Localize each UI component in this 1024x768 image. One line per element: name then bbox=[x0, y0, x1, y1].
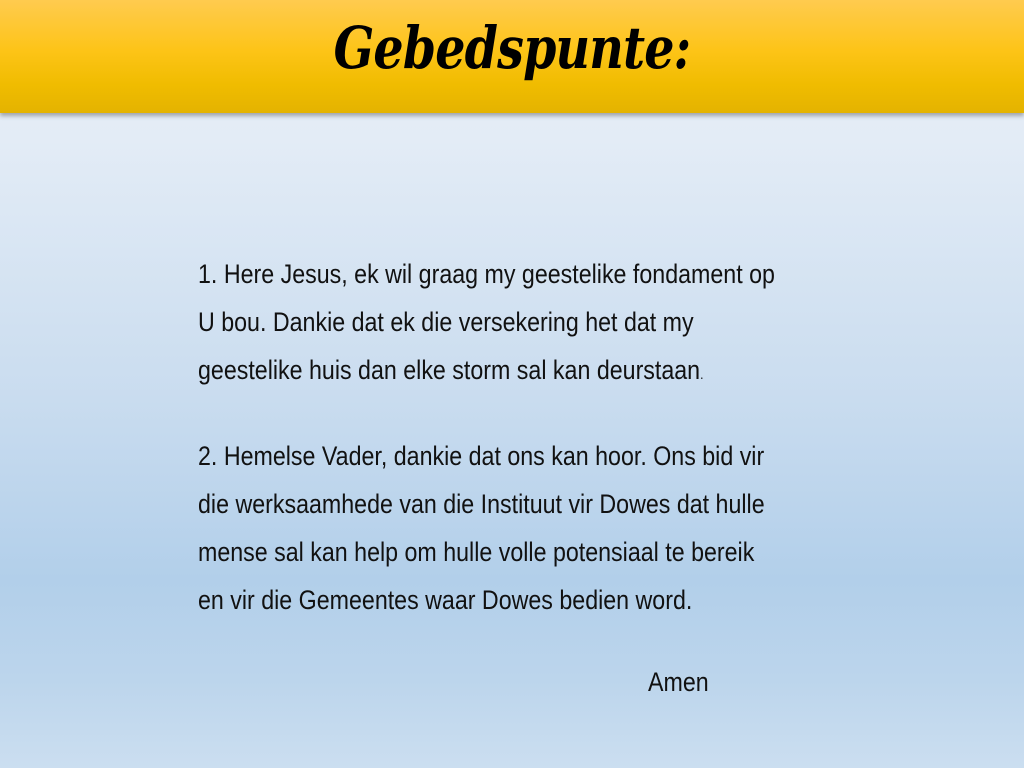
text-line: U bou. Dankie dat ek die versekering het dat my bbox=[198, 307, 694, 337]
text-line: 1. Here Jesus, ek wil graag my geestelike fondament op bbox=[198, 259, 775, 289]
small-period: . bbox=[700, 366, 704, 382]
text-line bbox=[198, 348, 775, 396]
text-line: die werksaamhede van die Instituut vir Dowes dat hulle bbox=[198, 489, 765, 519]
title-banner bbox=[0, 0, 1024, 113]
prayer-points bbox=[198, 252, 869, 664]
prayer-point-1 bbox=[198, 252, 869, 396]
slide-title: Gebedspunte: bbox=[333, 14, 691, 82]
text-line-content: geestelike huis dan elke storm sal kan deurstaan bbox=[198, 355, 701, 385]
closing-amen: Amen bbox=[648, 667, 709, 697]
text-line: mense sal kan help om hulle volle potensiaal te bereik bbox=[198, 537, 755, 567]
text-line: en vir die Gemeentes waar Dowes bedien word. bbox=[198, 585, 693, 615]
text-line: 2. Hemelse Vader, dankie dat ons kan hoor. Ons bid vir bbox=[198, 441, 765, 471]
prayer-point-2 bbox=[198, 434, 869, 626]
